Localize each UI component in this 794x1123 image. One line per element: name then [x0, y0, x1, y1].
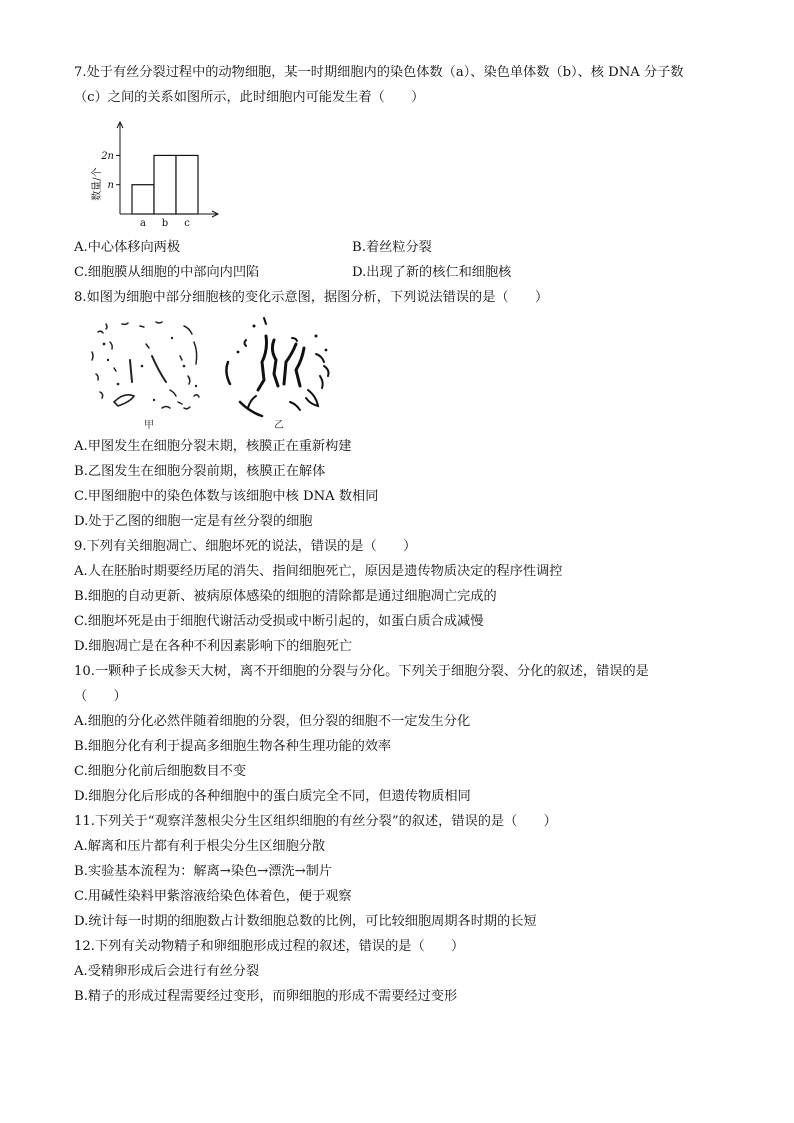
x-tick-label-a: a: [140, 218, 146, 229]
q8-option-d: D.处于乙图的细胞一定是有丝分裂的细胞: [74, 514, 313, 529]
x-tick-label-c: c: [184, 218, 190, 229]
q9-option-a: A.人在胚胎时期要经历尾的消失、指间细胞死亡，原因是遗传物质决定的程序性调控: [74, 564, 563, 579]
q9-option-b: B.细胞的自动更新、被病原体感染的细胞的清除都是通过细胞凋亡完成的: [74, 589, 497, 604]
q9-option-c: C.细胞坏死是由于细胞代谢活动受损或中断引起的，如蛋白质合成减慢: [74, 614, 484, 629]
q12-option-a: A.受精卵形成后会进行有丝分裂: [74, 964, 260, 979]
q7-option-b: B.着丝粒分裂: [352, 240, 432, 255]
q12-option-b: B.精子的形成过程需要经过变形，而卵细胞的形成不需要经过变形: [74, 989, 458, 1004]
q9-stem: 9.下列有关细胞凋亡、细胞坏死的说法，错误的是（ ）: [74, 539, 417, 554]
fig-label-yi: 乙: [274, 420, 284, 431]
q11-option-a: A.解离和压片都有利于根尖分生区细胞分散: [74, 839, 326, 854]
q7-option-d: D.出现了新的核仁和细胞核: [352, 265, 512, 280]
q10-stem-line2: （ ）: [74, 689, 127, 704]
q11-stem: 11.下列关于“观察洋葱根尖分生区组织细胞的有丝分裂”的叙述，错误的是（ ）: [74, 814, 557, 829]
q7-option-c: C.细胞膜从细胞的中部向内凹陷: [74, 265, 260, 280]
q7-stem-line1: 7.处于有丝分裂过程中的动物细胞，某一时期细胞内的染色体数（a）、染色单体数（b）、核 DNA 分子数: [74, 65, 684, 80]
q11-option-c: C.用碱性染料甲紫溶液给染色体着色，便于观察: [74, 889, 352, 904]
q7-option-a: A.中心体移向两极: [74, 240, 181, 255]
y-tick-label-1: 2n: [101, 150, 114, 162]
q9-option-d: D.细胞凋亡是在各种不利因素影响下的细胞死亡: [74, 639, 353, 654]
q8-stem: 8.如图为细胞中部分细胞核的变化示意图，据图分析，下列说法错误的是（ ）: [74, 290, 549, 305]
y-axis-label: 数量/个: [92, 167, 103, 201]
q10-option-a: A.细胞的分化必然伴随着细胞的分裂，但分裂的细胞不一定发生分化: [74, 714, 471, 729]
y-tick-label-0: n: [107, 180, 114, 192]
q8-option-b: B.乙图发生在细胞分裂前期，核膜正在解体: [74, 464, 326, 479]
q7-bar-chart: [86, 118, 226, 236]
q8-option-a: A.甲图发生在细胞分裂末期，核膜正在重新构建: [74, 439, 352, 454]
q8-option-c: C.甲图细胞中的染色体数与该细胞中核 DNA 数相同: [74, 489, 379, 504]
q10-option-d: D.细胞分化后形成的各种细胞中的蛋白质完全不同，但遗传物质相同: [74, 789, 471, 804]
q10-stem-line1: 10.一颗种子长成参天大树，离不开细胞的分裂与分化。下列关于细胞分裂、分化的叙述，错误的是: [74, 664, 649, 679]
q7-stem-line2: （c）之间的关系如图所示，此时细胞内可能发生着（ ）: [74, 90, 425, 105]
q11-option-b: B.实验基本流程为：解离→染色→漂洗→制片: [74, 864, 333, 879]
q8-nucleus-figure-jia: [84, 316, 214, 432]
q11-option-d: D.统计每一时期的细胞数占计数细胞总数的比例，可比较细胞周期各时期的长短: [74, 914, 537, 929]
q12-stem: 12.下列有关动物精子和卵细胞形成过程的叙述，错误的是（ ）: [74, 939, 465, 954]
bar-a: [132, 185, 154, 214]
q10-option-b: B.细胞分化有利于提高多细胞生物各种生理功能的效率: [74, 739, 392, 754]
q8-nucleus-figure-yi: [216, 314, 340, 432]
x-tick-label-b: b: [161, 218, 169, 229]
bar-c: [176, 155, 198, 214]
q10-option-c: C.细胞分化前后细胞数目不变: [74, 764, 247, 779]
bar-b: [154, 155, 176, 214]
fig-label-jia: 甲: [144, 420, 154, 431]
